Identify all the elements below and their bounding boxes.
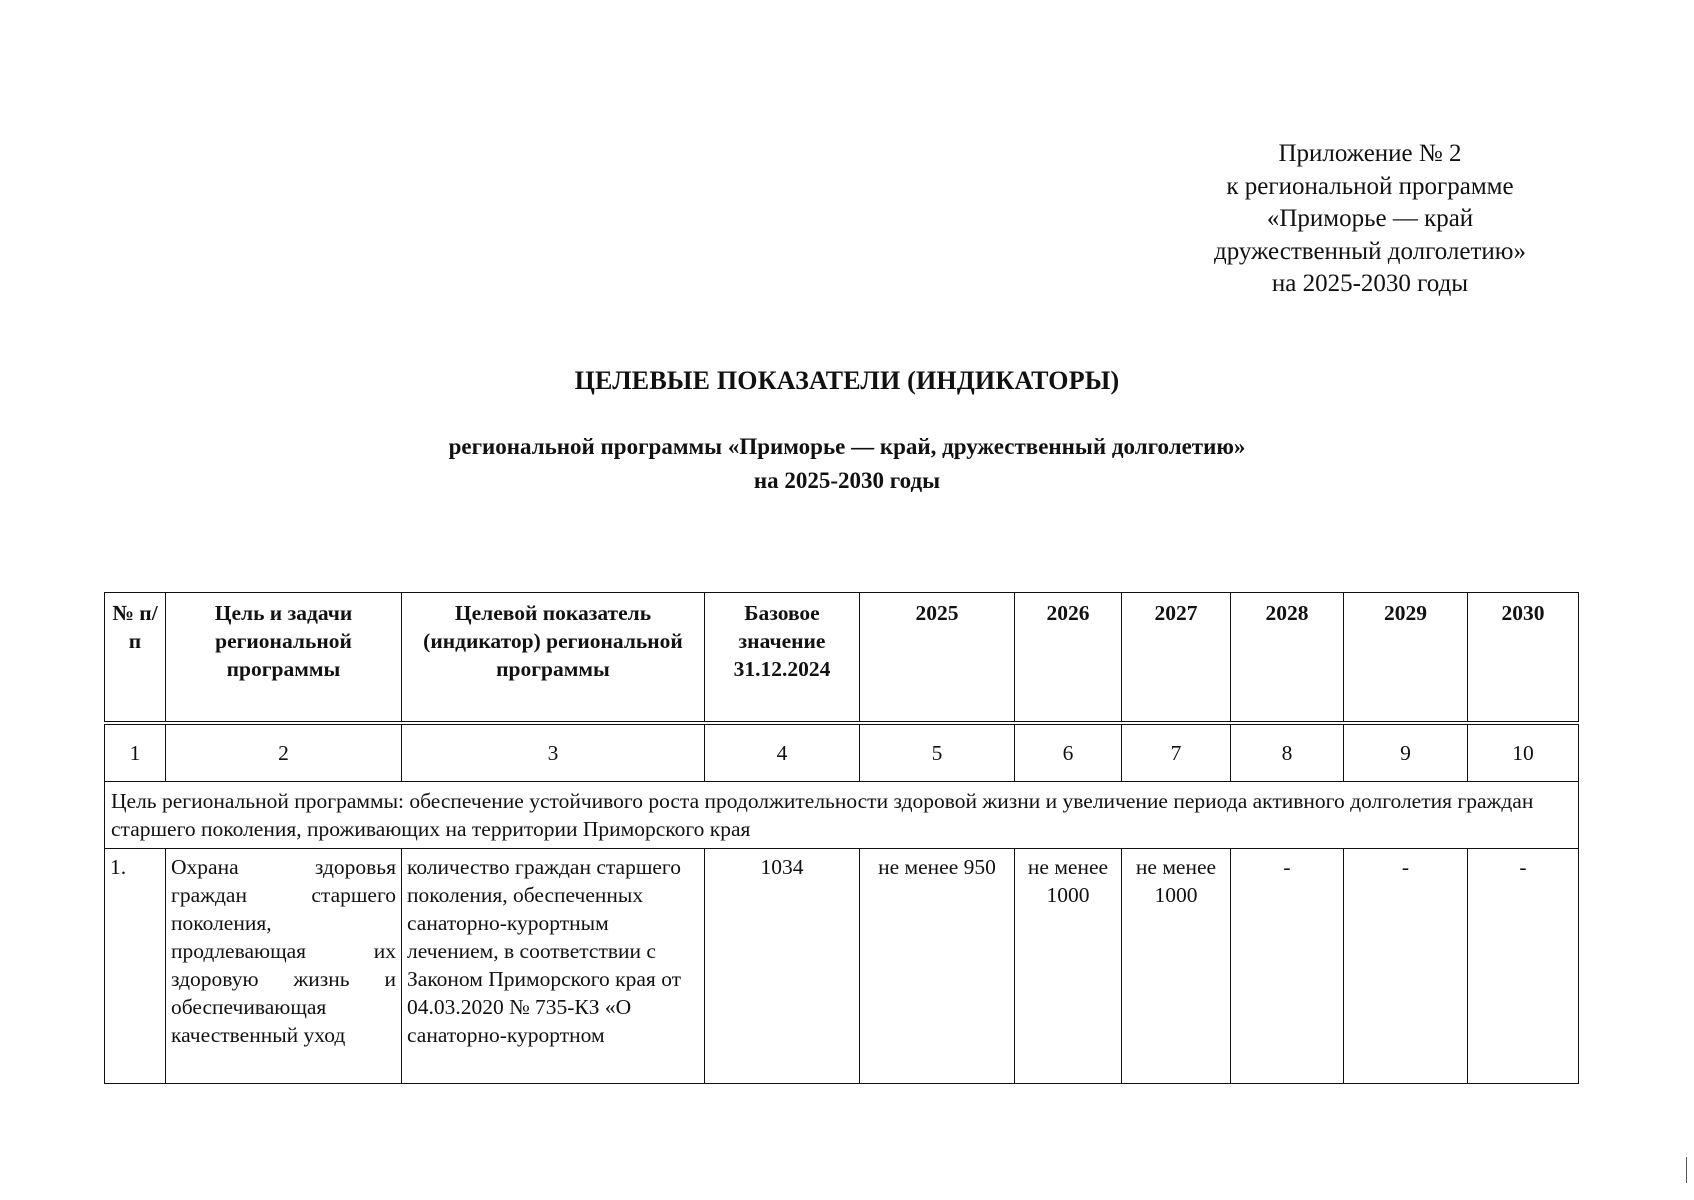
appendix-line: к региональной программе	[1226, 172, 1514, 200]
subtitle-line: региональной программы «Приморье — край, дружественный долголетию»	[448, 434, 1246, 459]
appendix-line: Приложение № 2	[1278, 140, 1462, 167]
header-cell-base-value: Базовое значение 31.12.2024	[705, 593, 860, 724]
table-row	[105, 849, 1579, 1084]
indicator-cell: количество граждан старшего поколения, обеспеченных санаторно-курортным лечением, в соответствии с Законом Приморского края от 04.03.2020 № 735-КЗ «О санаторно-курортном	[402, 849, 705, 1084]
document-title: ЦЕЛЕВЫЕ ПОКАЗАТЕЛИ (ИНДИКАТОРЫ)	[574, 366, 1120, 395]
header-cell-2027: 2027	[1122, 593, 1231, 724]
value-2028-cell: -	[1231, 849, 1344, 1084]
value-2026-cell: не менее 1000	[1015, 849, 1122, 1084]
column-number-cell: 6	[1015, 723, 1122, 782]
goal-cell: Цель региональной программы: обеспечение устойчивого роста продолжительности здоровой жизни и увеличение периода активного долголетия граждан старшего поколения, проживающих на территории Приморского края	[105, 782, 1579, 849]
appendix-line: на 2025-2030 годы	[1271, 270, 1469, 297]
document-subtitle	[0, 430, 1694, 498]
base-value-cell: 1034	[705, 849, 860, 1084]
header-cell-2026: 2026	[1015, 593, 1122, 724]
value-2029-cell: -	[1344, 849, 1468, 1084]
header-cell-number: № п/п	[105, 593, 166, 724]
value-2030-cell: -	[1468, 849, 1579, 1084]
column-number-cell: 8	[1231, 723, 1344, 782]
value-2027-cell: не менее 1000	[1122, 849, 1231, 1084]
header-cell-task: Цель и задачи региональной программы	[166, 593, 402, 724]
column-number-cell: 10	[1468, 723, 1579, 782]
subtitle-line: на 2025-2030 годы	[753, 468, 941, 493]
margin-mark	[1686, 1157, 1687, 1183]
row-number-cell: 1.	[105, 849, 166, 1084]
header-cell-2025: 2025	[860, 593, 1015, 724]
task-cell: Охрана здоровья граждан старшего поколения, продлевающая их здоровую жизнь и обеспечивающая качественный уход	[166, 849, 402, 1084]
column-number-cell: 1	[105, 723, 166, 782]
table-header-row	[105, 593, 1579, 724]
column-number-cell: 2	[166, 723, 402, 782]
column-number-cell: 7	[1122, 723, 1231, 782]
goal-row	[105, 782, 1579, 849]
column-number-cell: 9	[1344, 723, 1468, 782]
header-cell-indicator: Целевой показатель (индикатор) региональной программы	[402, 593, 705, 724]
value-2025-cell: не менее 950	[860, 849, 1015, 1084]
column-number-row	[105, 723, 1579, 782]
column-number-cell: 5	[860, 723, 1015, 782]
appendix-line: дружественный долголетию»	[1214, 237, 1526, 265]
header-cell-2028: 2028	[1231, 593, 1344, 724]
column-number-cell: 4	[705, 723, 860, 782]
header-cell-2030: 2030	[1468, 593, 1579, 724]
column-number-cell: 3	[402, 723, 705, 782]
indicators-table	[104, 592, 1579, 1084]
appendix-line: «Приморье — край	[1266, 205, 1474, 232]
appendix-block	[1150, 138, 1590, 301]
header-cell-2029: 2029	[1344, 593, 1468, 724]
